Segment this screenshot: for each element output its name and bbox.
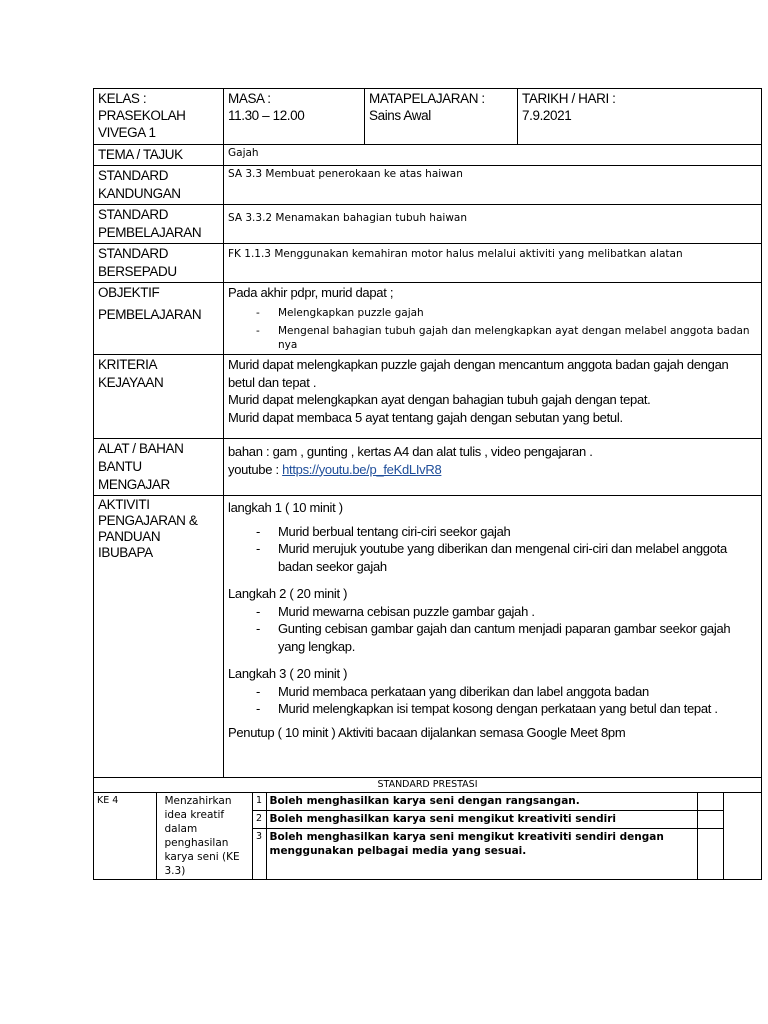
standard-pembelajaran-row: [94, 205, 762, 244]
level-text: Boleh menghasilkan karya seni mengikut kreativiti sendiri dengan menggunakan pelbagai media yang sesuai.: [266, 829, 697, 880]
alat-label-1: ALAT / BAHAN: [98, 441, 184, 456]
activity-item: - Gunting cebisan gambar gajah dan cantum menjadi paparan gambar seekor gajah yang lengkap.: [228, 620, 757, 655]
matapelajaran-label: MATAPELAJARAN :: [369, 91, 485, 106]
kriteria-label-1: KRITERIA: [98, 357, 158, 372]
langkah-3-title: Langkah 3 ( 20 minit ): [228, 666, 348, 681]
sp-label-1: STANDARD: [98, 207, 169, 222]
level-number: 2: [252, 810, 266, 828]
langkah-2-title: Langkah 2 ( 20 minit ): [228, 586, 348, 601]
aktiviti-label: [94, 496, 224, 778]
lesson-plan: [93, 88, 761, 880]
objektif-content: [224, 283, 762, 355]
activity-item: - Murid membaca perkataan yang diberikan dan label anggota badan: [228, 683, 757, 701]
sb-label-2: BERSEPADU: [98, 264, 177, 279]
standard-pembelajaran-label: [94, 205, 224, 244]
standard-prestasi-title: STANDARD PRESTASI: [94, 778, 762, 793]
youtube-line: [228, 461, 757, 479]
alat-label: [94, 439, 224, 496]
objektif-list: [228, 306, 757, 352]
level-number: 3: [252, 829, 266, 880]
kelas-value-2: VIVEGA 1: [98, 125, 156, 140]
tema-row: [94, 145, 762, 166]
level-check[interactable]: [697, 829, 723, 880]
standard-bersepadu-label: [94, 244, 224, 283]
standard-kandungan-value: SA 3.3 Membuat penerokaan ke atas haiwan: [224, 166, 762, 205]
aktiviti-label-3: PANDUAN: [98, 529, 161, 544]
level-text: Boleh menghasilkan karya seni dengan rangsangan.: [266, 793, 697, 810]
aktiviti-label-2: PENGAJARAN &: [98, 513, 198, 528]
header-row: [94, 89, 762, 145]
prestasi-level-row: [94, 793, 761, 810]
objektif-item: - Mengenal bahagian tubuh gajah dan melengkapkan ayat dengan melabel anggota badan nya: [228, 324, 757, 352]
prestasi-row: [94, 793, 762, 880]
prestasi-desc: Menzahirkan idea kreatif dalam penghasilan karya seni (KE 3.3): [156, 793, 252, 879]
lesson-plan-table: [93, 88, 762, 880]
youtube-label: youtube :: [228, 461, 283, 477]
activity-item: - Murid berbual tentang ciri-ciri seekor gajah: [228, 523, 757, 541]
youtube-link[interactable]: https://youtu.be/p_feKdLIvR8: [282, 461, 442, 477]
kriteria-row: [94, 355, 762, 439]
masa-value: 11.30 – 12.00: [228, 108, 305, 123]
prestasi-code: KE 4: [94, 793, 156, 879]
objektif-label-1: OBJEKTIF: [98, 285, 160, 300]
masa-label: MASA :: [228, 91, 271, 106]
matapelajaran-value: Sains Awal: [369, 108, 431, 123]
kelas-cell: [94, 89, 224, 145]
masa-cell: [224, 89, 365, 145]
kriteria-label: [94, 355, 224, 439]
kriteria-line: Murid dapat membaca 5 ayat tentang gajah dengan sebutan yang betul.: [228, 409, 623, 425]
tarikh-cell: [518, 89, 762, 145]
objektif-label-2: PEMBELAJARAN: [98, 307, 202, 322]
prestasi-spacer: [723, 793, 761, 879]
langkah-2-list: [228, 603, 757, 656]
objektif-intro: Pada akhir pdpr, murid dapat ;: [228, 285, 394, 300]
kelas-value-1: PRASEKOLAH: [98, 108, 186, 123]
sk-label-2: KANDUNGAN: [98, 186, 181, 201]
sk-label-1: STANDARD: [98, 168, 169, 183]
prestasi-title-row: [94, 778, 762, 793]
standard-kandungan-row: [94, 166, 762, 205]
tema-value: Gajah: [224, 145, 762, 166]
aktiviti-label-4: IBUBAPA: [98, 545, 153, 560]
sb-label-1: STANDARD: [98, 246, 169, 261]
objektif-label: [94, 283, 224, 355]
sp-label-2: PEMBELAJARAN: [98, 225, 202, 240]
alat-label-3: MENGAJAR: [98, 477, 170, 492]
aktiviti-label-1: AKTIVITI: [98, 497, 150, 512]
langkah-1-title: langkah 1 ( 10 minit ): [228, 500, 343, 515]
matapelajaran-cell: [365, 89, 518, 145]
standard-bersepadu-row: [94, 244, 762, 283]
activity-item: - Murid mewarna cebisan puzzle gambar gajah .: [228, 603, 757, 621]
kriteria-content: [224, 355, 762, 439]
level-check[interactable]: [697, 793, 723, 810]
objektif-row: [94, 283, 762, 355]
activity-item: - Murid melengkapkan isi tempat kosong dengan perkataan yang betul dan tepat .: [228, 700, 757, 718]
aktiviti-row: [94, 496, 762, 778]
standard-pembelajaran-value: SA 3.3.2 Menamakan bahagian tubuh haiwan: [224, 205, 762, 244]
kriteria-line: Murid dapat melengkapkan puzzle gajah dengan mencantum anggota badan gajah dengan betul dan tepat .: [228, 357, 729, 390]
penutup-text: Penutup ( 10 minit ) Aktiviti bacaan dijalankan semasa Google Meet 8pm: [228, 724, 626, 740]
bahan-text: bahan : gam , gunting , kertas A4 dan alat tulis , video pengajaran .: [228, 444, 593, 459]
tema-label: TEMA / TAJUK: [94, 145, 224, 166]
langkah-1-list: [228, 523, 757, 576]
objektif-item: - Melengkapkan puzzle gajah: [228, 306, 757, 320]
standard-bersepadu-value: FK 1.1.3 Menggunakan kemahiran motor halus melalui aktiviti yang melibatkan alatan: [224, 244, 762, 283]
tarikh-value: 7.9.2021: [522, 108, 572, 123]
langkah-3-list: [228, 683, 757, 718]
standard-kandungan-label: [94, 166, 224, 205]
kriteria-line: Murid dapat melengkapkan ayat dengan bahagian tubuh gajah dengan tepat.: [228, 392, 651, 407]
kriteria-label-2: KEJAYAAN: [98, 375, 164, 390]
alat-label-2: BANTU: [98, 459, 142, 474]
kelas-label: KELAS :: [98, 91, 147, 106]
tarikh-label: TARIKH / HARI :: [522, 91, 616, 106]
prestasi-cell: [94, 793, 762, 880]
level-text: Boleh menghasilkan karya seni mengikut kreativiti sendiri: [266, 810, 697, 828]
level-number: 1: [252, 793, 266, 810]
alat-content: [224, 439, 762, 496]
alat-row: [94, 439, 762, 496]
prestasi-table: [94, 793, 761, 879]
level-check[interactable]: [697, 810, 723, 828]
aktiviti-content: [224, 496, 762, 778]
activity-item: - Murid merujuk youtube yang diberikan dan mengenal ciri-ciri dan melabel anggota badan seekor gajah: [228, 540, 757, 575]
